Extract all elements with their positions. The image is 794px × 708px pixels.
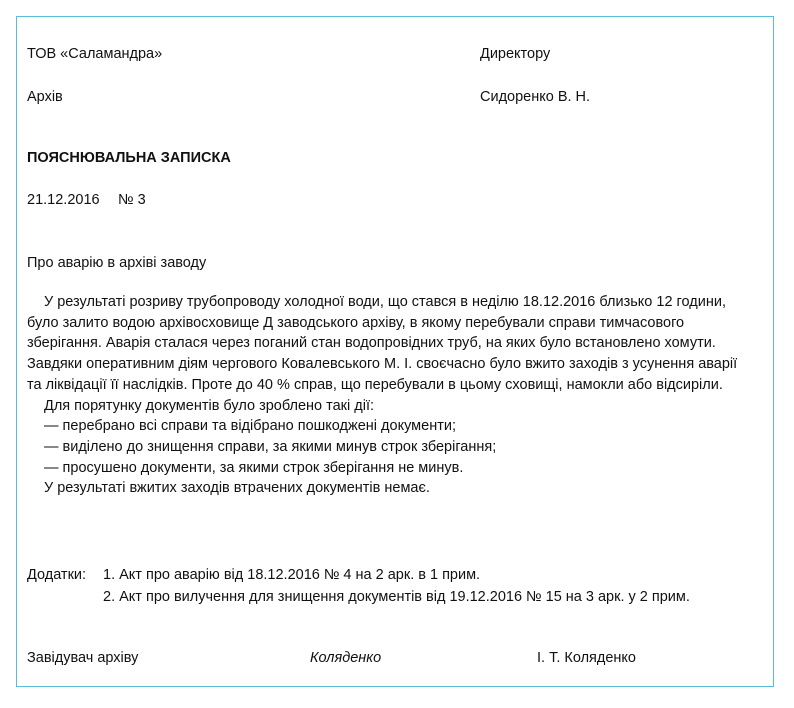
document-date: 21.12.2016 <box>27 192 100 208</box>
body-conclusion: У результаті вжитих заходів втрачених документів немає. <box>44 480 430 497</box>
department-name: Архів <box>27 89 63 105</box>
document-number: № 3 <box>118 192 146 208</box>
signature: Коляденко <box>310 650 382 666</box>
attachment-item: 2. Акт про вилучення для знищення документів від 19.12.2016 № 15 на 3 арк. у 2 прим. <box>103 589 690 605</box>
body-paragraph-2: Для порятунку документів було зроблено такі дії: <box>44 397 374 414</box>
document-body <box>27 292 747 499</box>
organization-name: ТОВ «Саламандра» <box>27 46 163 62</box>
action-item: — перебрано всі справи та відібрано пошкоджені документи; <box>44 418 456 435</box>
addressee-name: Сидоренко В. Н. <box>480 89 591 105</box>
attachments-label: Додатки: <box>27 567 87 583</box>
document-type-heading: ПОЯСНЮВАЛЬНА ЗАПИСКА <box>27 150 231 166</box>
addressee-title: Директору <box>480 46 551 62</box>
document-subject: Про аварію в архіві заводу <box>27 255 207 271</box>
body-paragraph-1: У результаті розриву трубопроводу холодної води, що стався в неділю 18.12.2016 близько 12 години, було залито водою архівосховище Д заводського архіву, в якому перебували справи тимчасового зберігання. Аварія сталася через поганий стан водопровідних труб, на яких було встановлено хомути. Завдяки оперативним діям чергового Ковалевського М. І. своєчасно було вжито заходів з усунення аварії та ліквідації її наслідків. Проте до 40 % справ, що перебували в цьому сховищі, намокли або відсиріли. <box>27 294 738 393</box>
attachment-item: 1. Акт про аварію від 18.12.2016 № 4 на 2 арк. в 1 прим. <box>103 567 481 583</box>
action-item: — просушено документи, за якими строк зберігання не минув. <box>44 459 464 476</box>
signatory-position: Завідувач архіву <box>27 650 139 666</box>
signatory-name: І. Т. Коляденко <box>537 650 637 666</box>
action-item: — виділено до знищення справи, за якими минув строк зберігання; <box>44 438 497 455</box>
